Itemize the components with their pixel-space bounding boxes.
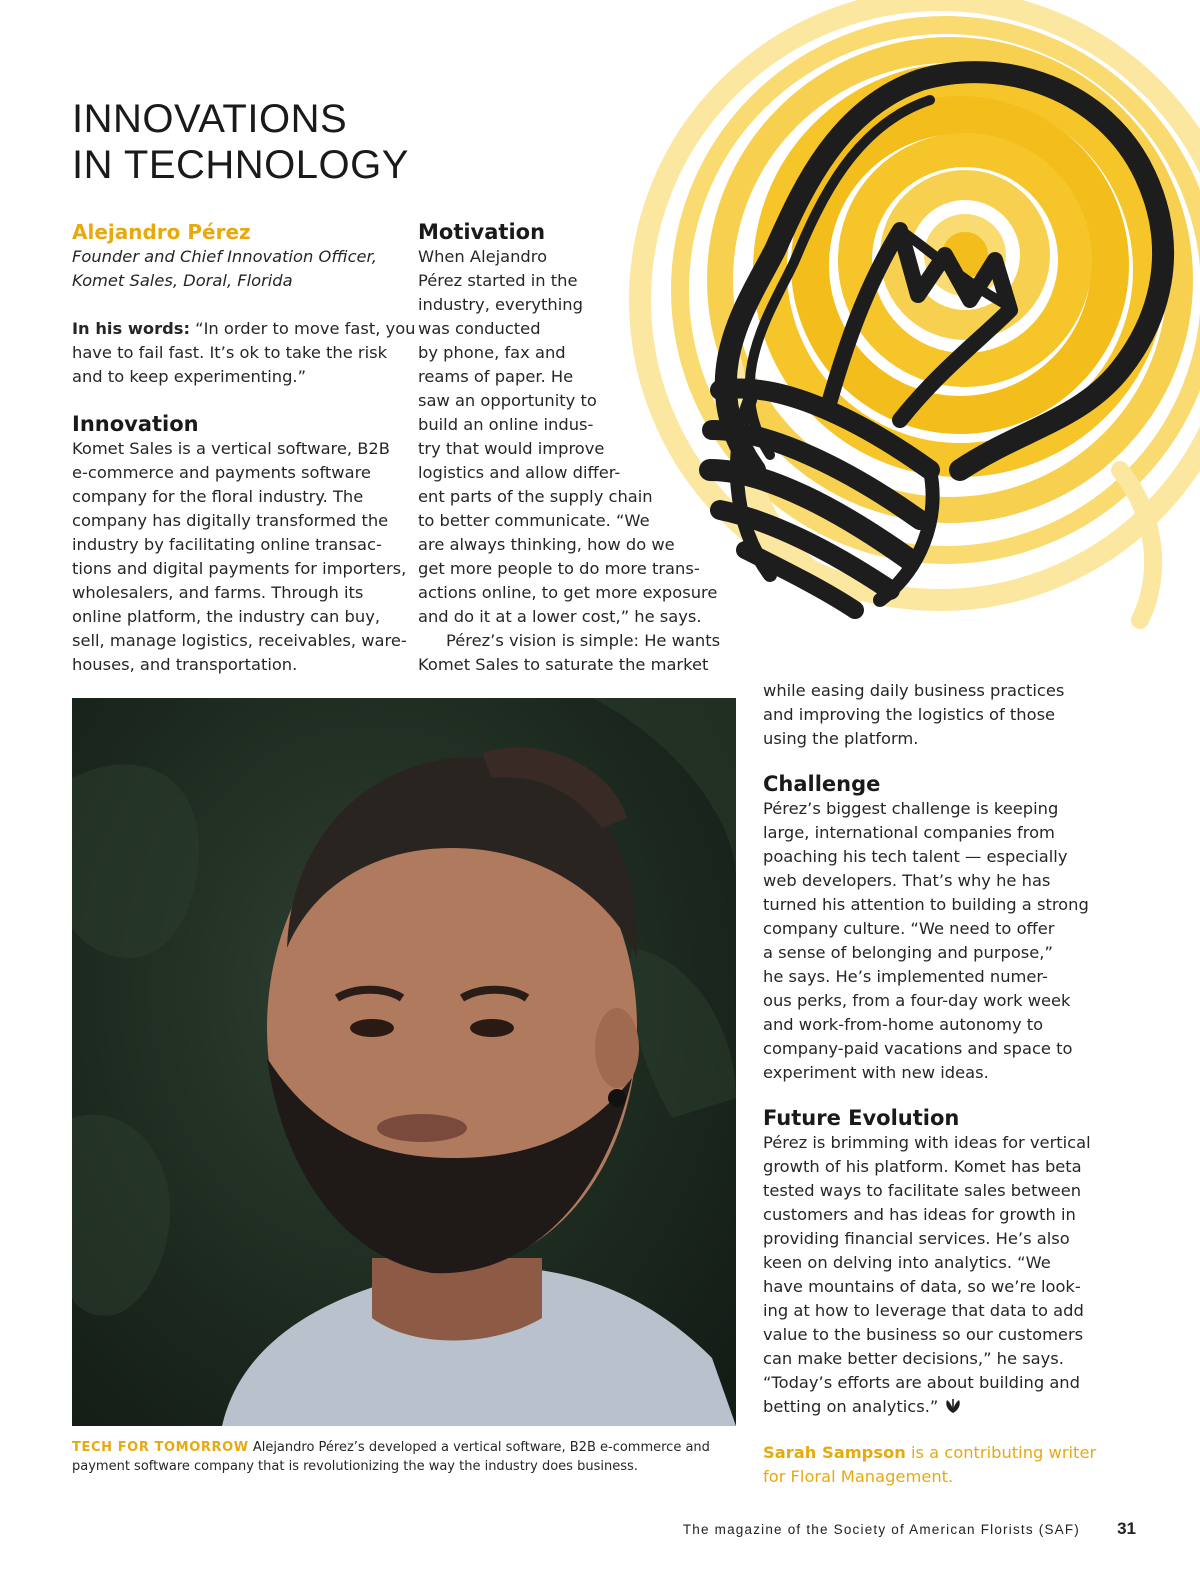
text-line: company-paid vacations and space to bbox=[763, 1039, 1073, 1058]
photo-caption bbox=[72, 1438, 732, 1476]
text-line: and improving the logistics of those bbox=[763, 705, 1056, 724]
text-line: turned his attention to building a strong bbox=[763, 895, 1089, 914]
caption-line: payment software company that is revolutionizing the way the industry does business. bbox=[72, 1459, 638, 1474]
text-line: while easing daily business practices bbox=[763, 681, 1065, 700]
text-line: ous perks, from a four-day work week bbox=[763, 991, 1071, 1010]
text-line: providing financial services. He’s also bbox=[763, 1229, 1070, 1248]
byline-text: for Floral Management. bbox=[763, 1467, 954, 1486]
text-line: build an online indus- bbox=[418, 415, 594, 434]
text-line: are always thinking, how do we bbox=[418, 535, 675, 554]
text-line: When Alejandro bbox=[418, 247, 548, 266]
text-line: Pérez is brimming with ideas for vertical bbox=[763, 1133, 1091, 1152]
motivation-column bbox=[418, 219, 721, 677]
text-line: industry, everything bbox=[418, 295, 583, 314]
quote-label: In his words: bbox=[72, 319, 190, 338]
title-line: INNOVATIONS bbox=[72, 97, 348, 141]
page-number: 31 bbox=[1117, 1519, 1136, 1538]
caption-line: Alejandro Pérez’s developed a vertical software, B2B e-commerce and bbox=[248, 1440, 710, 1455]
text-line: tested ways to facilitate sales between bbox=[763, 1181, 1082, 1200]
text-line: Pérez’s biggest challenge is keeping bbox=[763, 799, 1059, 818]
text-line: ing at how to leverage that data to add bbox=[763, 1301, 1084, 1320]
text-line: ent parts of the supply chain bbox=[418, 487, 653, 506]
author-name: Sarah Sampson bbox=[763, 1443, 906, 1462]
profile-quote bbox=[72, 317, 416, 389]
title-line: IN TECHNOLOGY bbox=[72, 143, 409, 187]
future-heading: Future Evolution bbox=[763, 1106, 960, 1130]
motivation-continued bbox=[763, 679, 1093, 751]
quote-line: have to fail fast. It’s ok to take the risk bbox=[72, 343, 388, 362]
text-line: value to the business so our customers bbox=[763, 1325, 1084, 1344]
profile-role bbox=[72, 245, 402, 293]
text-line: Pérez’s vision is simple: He wants bbox=[446, 631, 721, 650]
text-line: keen on delving into analytics. “We bbox=[763, 1253, 1051, 1272]
text-line: poaching his tech talent — especially bbox=[763, 847, 1068, 866]
role-line: Founder and Chief Innovation Officer, bbox=[72, 247, 377, 266]
quote-line: and to keep experimenting.” bbox=[72, 367, 307, 386]
text-line: by phone, fax and bbox=[418, 343, 566, 362]
challenge-heading: Challenge bbox=[763, 772, 881, 796]
text-line: get more people to do more trans- bbox=[418, 559, 700, 578]
text-line: e-commerce and payments software bbox=[72, 463, 371, 482]
text-line: logistics and allow differ- bbox=[418, 463, 621, 482]
author-byline bbox=[763, 1441, 1097, 1489]
text-line: sell, manage logistics, receivables, ware- bbox=[72, 631, 407, 650]
text-line: company has digitally transformed the bbox=[72, 511, 389, 530]
text-line: try that would improve bbox=[418, 439, 605, 458]
challenge-text bbox=[763, 797, 1093, 1085]
text-line: Pérez started in the bbox=[418, 271, 578, 290]
motivation-heading: Motivation bbox=[418, 220, 546, 244]
profile-column bbox=[72, 219, 416, 677]
portrait-illustration bbox=[72, 698, 736, 1426]
text-line: large, international companies from bbox=[763, 823, 1055, 842]
text-line: using the platform. bbox=[763, 729, 919, 748]
text-line: online platform, the industry can buy, bbox=[72, 607, 381, 626]
text-line: growth of his platform. Komet has beta bbox=[763, 1157, 1082, 1176]
text-line: customers and has ideas for growth in bbox=[763, 1205, 1076, 1224]
page-title bbox=[72, 96, 572, 188]
text-line: experiment with new ideas. bbox=[763, 1063, 989, 1082]
text-line: saw an opportunity to bbox=[418, 391, 597, 410]
saf-logo-icon bbox=[944, 1398, 962, 1414]
caption-label: TECH FOR TOMORROW bbox=[72, 1440, 249, 1455]
text-line: Komet Sales is a vertical software, B2B bbox=[72, 439, 390, 458]
quote-line: “In order to move fast, you bbox=[195, 319, 416, 338]
text-line: a sense of belonging and purpose,” bbox=[763, 943, 1053, 962]
byline-text: is a contributing writer bbox=[905, 1443, 1097, 1462]
text-line: company for the floral industry. The bbox=[72, 487, 364, 506]
role-line: Komet Sales, Doral, Florida bbox=[72, 271, 293, 290]
text-line: tions and digital payments for importers, bbox=[72, 559, 407, 578]
right-column bbox=[763, 679, 1097, 1489]
text-line: to better communicate. “We bbox=[418, 511, 650, 530]
text-line: actions online, to get more exposure bbox=[418, 583, 718, 602]
innovation-text bbox=[72, 437, 407, 677]
footer-magazine: The magazine of the Society of American Florists (SAF) bbox=[682, 1522, 1080, 1537]
text-line: and do it at a lower cost,” he says. bbox=[418, 607, 702, 626]
text-line: industry by facilitating online transac- bbox=[72, 535, 382, 554]
text-line: “Today’s efforts are about building and bbox=[763, 1373, 1080, 1392]
text-line: he says. He’s implemented numer- bbox=[763, 967, 1048, 986]
text-line: company culture. “We need to offer bbox=[763, 919, 1055, 938]
text-line: have mountains of data, so we’re look- bbox=[763, 1277, 1081, 1296]
text-line: betting on analytics.” bbox=[763, 1397, 939, 1416]
motivation-text bbox=[418, 245, 721, 677]
text-line: web developers. That’s why he has bbox=[763, 871, 1051, 890]
profile-name: Alejandro Pérez bbox=[72, 220, 251, 244]
text-line: was conducted bbox=[418, 319, 541, 338]
future-text bbox=[763, 1131, 1093, 1419]
innovation-heading: Innovation bbox=[72, 412, 199, 436]
text-line: Komet Sales to saturate the market bbox=[418, 655, 709, 674]
text-line: reams of paper. He bbox=[418, 367, 574, 386]
text-line: can make better decisions,” he says. bbox=[763, 1349, 1064, 1368]
portrait-photo bbox=[72, 698, 736, 1426]
text-line: wholesalers, and farms. Through its bbox=[72, 583, 364, 602]
text-line-last bbox=[763, 1395, 1093, 1419]
text-line: houses, and transportation. bbox=[72, 655, 298, 674]
text-line: and work-from-home autonomy to bbox=[763, 1015, 1044, 1034]
